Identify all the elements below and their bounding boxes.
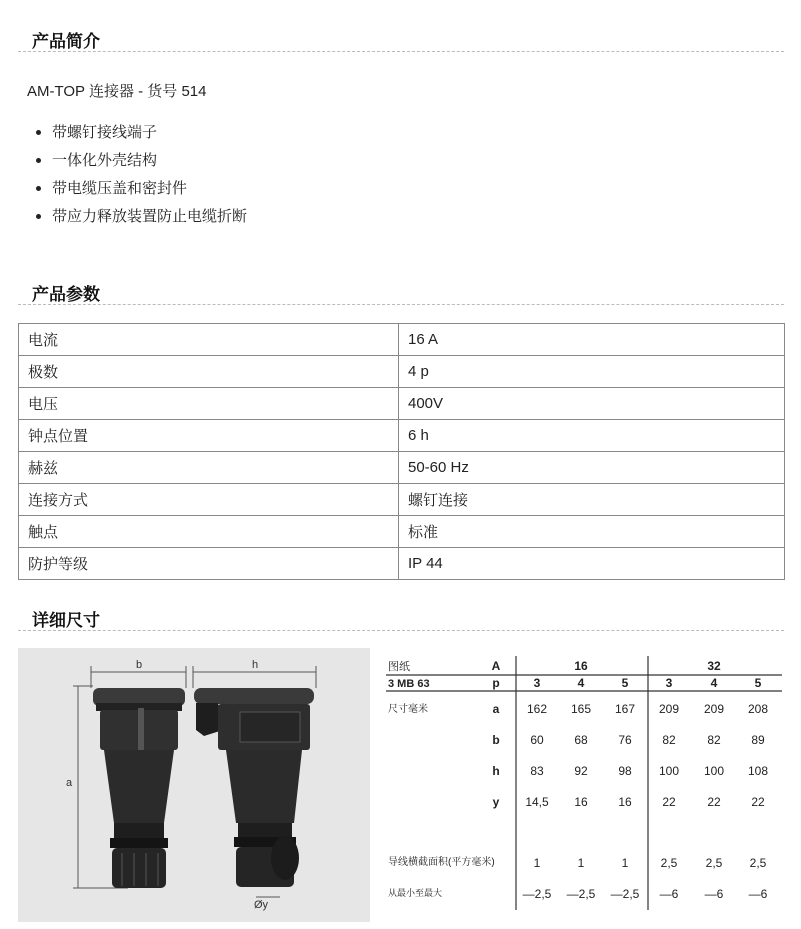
dims-cell: 22 (662, 795, 676, 809)
dims-pole-label: 5 (621, 676, 629, 690)
dims-row-label: y (492, 795, 500, 809)
dim-label-h: h (252, 659, 259, 671)
dims-cell: 16 (574, 795, 588, 809)
param-row (19, 324, 785, 356)
param-key: 触点 (19, 516, 399, 548)
dims-corner-bottom: 3 MB 63 (388, 678, 430, 690)
param-value: 50-60 Hz (399, 452, 785, 484)
param-row (19, 388, 785, 420)
dims-cell: 165 (570, 702, 592, 716)
dims-pole-label: 3 (533, 676, 541, 690)
dims-pole-label: 4 (710, 676, 718, 690)
dims-cell: —6 (748, 887, 768, 901)
dims-cell: 82 (662, 733, 676, 747)
dims-cell: 100 (703, 764, 725, 778)
dims-cell: 2,5 (749, 856, 767, 870)
param-row (19, 548, 785, 580)
dims-cell: —2,5 (522, 887, 552, 901)
dims-group-label: 32 (707, 659, 721, 673)
dim-label-y: Øy (254, 899, 269, 911)
dims-cell: 100 (658, 764, 680, 778)
dims-cell: 1 (577, 856, 585, 870)
param-value: 16 A (399, 324, 785, 356)
dims-cell: —2,5 (566, 887, 596, 901)
dims-cell: 208 (747, 702, 769, 716)
connector-drawing-svg (18, 648, 370, 922)
param-key: 防护等级 (19, 548, 399, 580)
dims-cell: 167 (614, 702, 636, 716)
section-divider (18, 51, 784, 52)
feature-list (30, 123, 247, 235)
dims-pole-label: 3 (665, 676, 673, 690)
param-row (19, 420, 785, 452)
dim-label-b: b (136, 659, 143, 671)
dims-group-label: 16 (574, 659, 588, 673)
dims-cell: 14,5 (525, 795, 549, 809)
dims-cell: 108 (747, 764, 769, 778)
dims-cell: 1 (533, 856, 541, 870)
dims-wire-label: 导线横截面积(平方毫米) (388, 857, 495, 868)
params-section-title: 产品参数 (32, 285, 100, 304)
dims-cell: —6 (659, 887, 679, 901)
product-intro-text: AM-TOP 连接器 - 货号 514 (27, 83, 207, 100)
dims-cell: 22 (751, 795, 765, 809)
dims-cell: 68 (574, 733, 588, 747)
param-row (19, 452, 785, 484)
dims-row-a-label: A (491, 659, 501, 673)
param-value: IP 44 (399, 548, 785, 580)
dims-cell: 89 (751, 733, 765, 747)
dims-range-label: 从最小至最大 (388, 888, 443, 898)
params-table (18, 323, 785, 580)
connector-technical-drawing (18, 648, 370, 922)
param-row (19, 356, 785, 388)
param-value: 螺钉连接 (399, 484, 785, 516)
dims-cell: 2,5 (660, 856, 678, 870)
dims-section-title: 详细尺寸 (32, 611, 100, 630)
dims-size-label: 尺寸毫米 (388, 704, 428, 715)
dimensions-table-svg (386, 652, 782, 922)
param-value: 标准 (399, 516, 785, 548)
dims-corner-top: 图纸 (388, 661, 410, 673)
dims-cell: 209 (703, 702, 725, 716)
intro-section-title: 产品简介 (32, 32, 100, 51)
dims-row-p-label: p (492, 676, 500, 690)
dims-cell: 16 (618, 795, 632, 809)
param-value: 400V (399, 388, 785, 420)
feature-item: 带应力释放装置防止电缆折断 (30, 207, 247, 235)
dims-cell: 76 (618, 733, 632, 747)
dims-row-label: b (492, 733, 500, 747)
dims-cell: 1 (621, 856, 629, 870)
param-value: 6 h (399, 420, 785, 452)
dims-cell: 92 (574, 764, 588, 778)
param-row (19, 484, 785, 516)
feature-item: 一体化外壳结构 (30, 151, 247, 179)
dims-cell: —2,5 (610, 887, 640, 901)
dims-cell: 98 (618, 764, 632, 778)
param-row (19, 516, 785, 548)
dims-cell: 2,5 (705, 856, 723, 870)
param-key: 连接方式 (19, 484, 399, 516)
dims-cell: 22 (707, 795, 721, 809)
dims-pole-label: 5 (754, 676, 762, 690)
param-key: 钟点位置 (19, 420, 399, 452)
section-divider (18, 304, 784, 305)
param-value: 4 p (399, 356, 785, 388)
section-divider (18, 630, 784, 631)
dimensions-table (386, 652, 782, 922)
dims-cell: 83 (530, 764, 544, 778)
feature-item: 带螺钉接线端子 (30, 123, 247, 151)
param-key: 电压 (19, 388, 399, 420)
dims-cell: —6 (704, 887, 724, 901)
dims-pole-label: 4 (577, 676, 585, 690)
dims-row-label: a (492, 702, 500, 716)
dims-row-label: h (492, 764, 500, 778)
dims-cell: 209 (658, 702, 680, 716)
param-key: 极数 (19, 356, 399, 388)
param-key: 电流 (19, 324, 399, 356)
dims-cell: 162 (526, 702, 548, 716)
dims-cell: 82 (707, 733, 721, 747)
dim-label-a: a (66, 777, 73, 789)
feature-item: 带电缆压盖和密封件 (30, 179, 247, 207)
dims-cell: 60 (530, 733, 544, 747)
param-key: 赫兹 (19, 452, 399, 484)
